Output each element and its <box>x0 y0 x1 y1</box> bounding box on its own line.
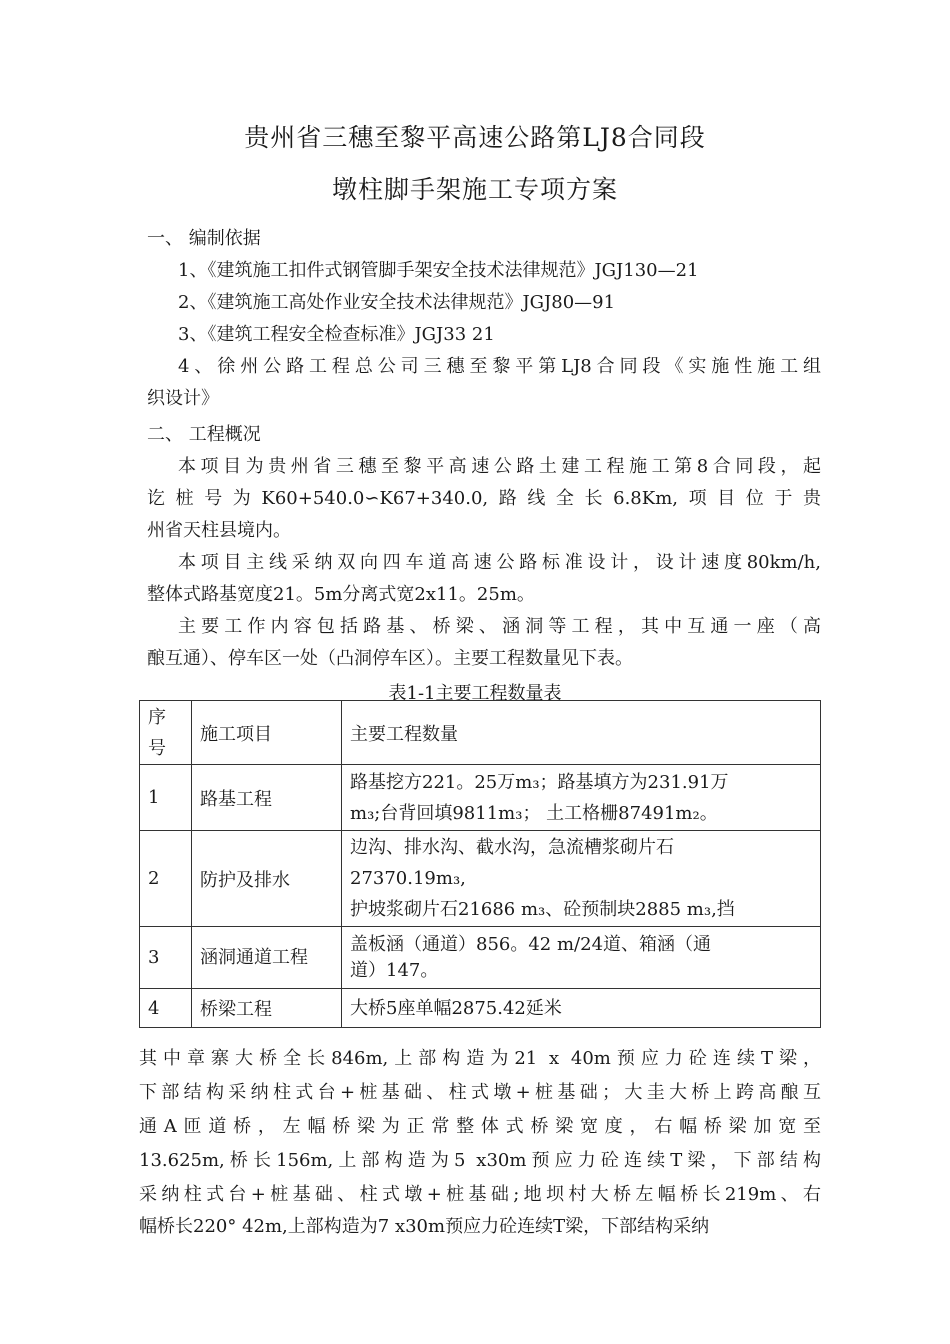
overview-para2-line2: 整体式路基宽度21。5m分离式宽2x11。25m。 <box>147 584 535 605</box>
header-no: 序 号 <box>140 701 192 765</box>
basis-item-3: 3、《建筑工程安全检查标准》JGJ33 21 <box>178 324 495 345</box>
overview-para1-line1: 本项目为贵州省三穗至黎平高速公路土建工程施工第8合同段，起 <box>178 456 821 477</box>
overview-para1-line2: 讫桩号为K60+540.0∽K67+340.0,路线全长6.8Km,项目位于贵 <box>147 488 821 509</box>
quantity-table <box>139 700 821 1028</box>
row-item: 防护及排水 <box>192 831 342 927</box>
row-item: 涵洞通道工程 <box>192 927 342 989</box>
table-caption: 表1-1主要工程数量表 <box>388 683 562 704</box>
row-no: 3 <box>140 927 192 989</box>
section-heading-basis: 一、 编制依据 <box>147 228 261 249</box>
row-no: 2 <box>140 831 192 927</box>
header-item: 施工项目 <box>192 701 342 765</box>
bridge-para-line6: 幅桥长220° 42m,上部构造为7 x30m预应力砼连续T梁，下部结构采纳 <box>139 1216 710 1237</box>
bridge-para-line5: 采纳柱式台+桩基础、柱式墩+桩基础;地坝村大桥左幅桥长219m、右 <box>139 1184 821 1205</box>
basis-item-4-cont: 织设计》 <box>147 388 219 409</box>
table-row <box>140 927 821 989</box>
row-qty: 大桥5座单幅2875.42延米 <box>342 989 821 1028</box>
bridge-para-line1: 其中章寨大桥全长846m,上部构造为21 x 40m预应力砼连续T梁， <box>139 1048 821 1069</box>
document-title: 贵州省三穗至黎平高速公路第LJ8合同段 <box>244 123 706 152</box>
bridge-para-line3: 通A匝道桥，左幅桥梁为正常整体式桥梁宽度，右幅桥梁加宽至 <box>139 1116 821 1137</box>
row-qty: 路基挖方221。25万m₃；路基填方为231.91万 m₃;台背回填9811m₃； 土工格栅87491m₂。 <box>342 765 821 831</box>
row-no: 4 <box>140 989 192 1028</box>
overview-para1-line3: 州省天柱县境内。 <box>147 520 291 541</box>
row-item: 桥梁工程 <box>192 989 342 1028</box>
basis-item-1: 1、《建筑施工扣件式钢管脚手架安全技术法律规范》JGJ130—21 <box>178 260 699 281</box>
bridge-para-line2: 下部结构采纳柱式台+桩基础、柱式墩+桩基础；大圭大桥上跨高酿互 <box>139 1082 821 1103</box>
basis-item-4: 4、徐州公路工程总公司三穗至黎平第LJ8合同段《实施性施工组 <box>178 356 821 377</box>
overview-para3-line1: 主要工作内容包括路基、桥梁、涵洞等工程，其中互通一座（高 <box>178 616 821 637</box>
bridge-para-line4: 13.625m,桥长156m,上部构造为5 x30m预应力砼连续T梁，下部结构 <box>139 1150 821 1171</box>
row-item: 路基工程 <box>192 765 342 831</box>
table-row <box>140 831 821 927</box>
row-qty: 盖板涵（通道）856。42 m/24道、箱涵（通 道）147。 <box>342 927 821 989</box>
header-qty: 主要工程数量 <box>342 701 821 765</box>
overview-para2-line1: 本项目主线采纳双向四车道高速公路标准设计，设计速度80km/h, <box>178 552 821 573</box>
row-qty: 边沟、排水沟、截水沟，急流槽浆砌片石 27370.19m₃, 护坡浆砌片石21686 m₃、砼预制块2885 m₃,挡 <box>342 831 821 927</box>
row-no: 1 <box>140 765 192 831</box>
overview-para3-line2: 酿互通）、停车区一处（凸洞停车区）。主要工程数量见下表。 <box>147 648 633 669</box>
document-subtitle: 墩柱脚手架施工专项方案 <box>331 175 618 204</box>
section-heading-overview: 二、 工程概况 <box>147 424 261 445</box>
table-row <box>140 989 821 1028</box>
table-row <box>140 765 821 831</box>
basis-item-2: 2、《建筑施工高处作业安全技术法律规范》JGJ80—91 <box>178 292 616 313</box>
table-header-row <box>140 701 821 765</box>
